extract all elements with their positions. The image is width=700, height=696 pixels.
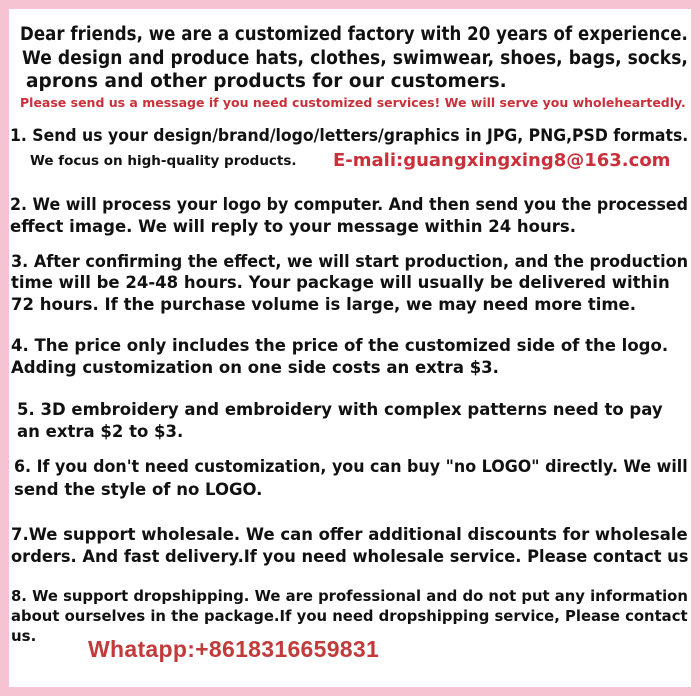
item-7-line-2: orders. And fast delivery.If you need wholesale service. Please contact us [11, 547, 689, 566]
intro-notice: Please send us a message if you need customized services! We will serve you wholeheartedly. [20, 95, 686, 110]
item-1-focus: We focus on high-quality products. [30, 153, 297, 169]
item-3-line-1: 3. After confirming the effect, we will start production, and the production [11, 252, 689, 271]
item-5-line-1: 5. 3D embroidery and embroidery with complex patterns need to pay [17, 400, 663, 419]
intro-line-3: aprons and other products for our customers. [26, 71, 507, 92]
item-5-line-2: an extra $2 to $3. [17, 422, 184, 441]
email-address: E-mali:guangxingxing8@163.com [333, 150, 671, 171]
item-2-line-2: effect image. We will reply to your message within 24 hours. [10, 217, 576, 236]
item-4-line-2: Adding customization on one side costs an extra $3. [11, 358, 499, 377]
item-3-line-3: 72 hours. If the purchase volume is large, we may need more time. [11, 295, 637, 314]
item-4-line-1: 4. The price only includes the price of the customized side of the logo. [11, 336, 669, 355]
intro-line-2: We design and produce hats, clothes, swimwear, shoes, bags, socks, [22, 48, 688, 69]
item-3-line-2: time will be 24-48 hours. Your package will usually be delivered within [11, 273, 670, 292]
intro-line-1: Dear friends, we are a customized factory with 20 years of experience. [20, 24, 688, 45]
item-1-line-1: 1. Send us your design/brand/logo/letters/graphics in JPG, PNG,PSD formats. [10, 126, 689, 145]
item-8-line-1: 8. We support dropshipping. We are professional and do not put any information [11, 587, 688, 605]
item-8-line-2: about ourselves in the package.If you need dropshipping service, Please contact [11, 607, 688, 625]
item-6-line-1: 6. If you don't need customization, you can buy "no LOGO" directly. We will [14, 457, 688, 476]
item-7-line-1: 7.We support wholesale. We can offer additional discounts for wholesale [11, 525, 688, 544]
item-8-line-3: us. [11, 627, 37, 645]
whatsapp-number: Whatapp:+8618316659831 [88, 636, 380, 662]
item-6-line-2: send the style of no LOGO. [14, 480, 263, 499]
item-2-line-1: 2. We will process your logo by computer. And then send you the processed [10, 195, 689, 214]
